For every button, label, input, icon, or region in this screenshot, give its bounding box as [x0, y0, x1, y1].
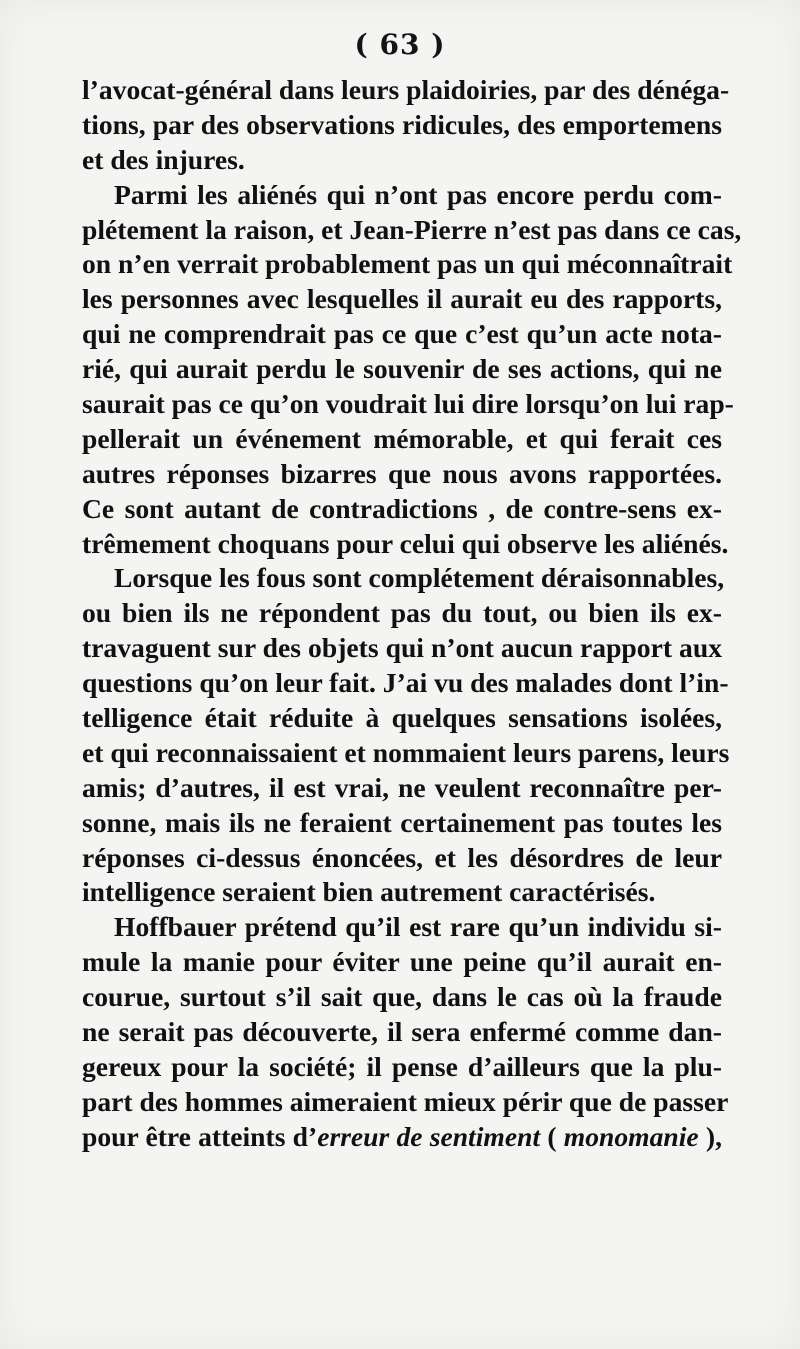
text-line: ou bien ils ne répondent pas du tout, ou bien ils ex-: [82, 597, 722, 629]
text-line: trêmement choquans pour celui qui observe les aliénés.: [82, 527, 729, 559]
text-line: Ce sont autant de contradictions , de contre-sens ex-: [82, 492, 722, 524]
text-line: et qui reconnaissaient et nommaient leurs parens, leurs: [82, 736, 730, 768]
text-line: ne serait pas découverte, il sera enfermé comme dan-: [82, 1016, 722, 1048]
text-line: les personnes avec lesquelles il aurait eu des rapports,: [82, 283, 722, 315]
paragraph-start-line: Parmi les aliénés qui n’ont pas encore perdu com-: [114, 178, 722, 210]
italic-term-monomanie: monomanie: [563, 1120, 699, 1152]
text-line: et des injures.: [82, 143, 245, 175]
text-line: qui ne comprendrait pas ce que c’est qu’un acte nota-: [82, 318, 722, 350]
paragraph-start-line: Lorsque les fous sont complétement déraisonnables,: [114, 562, 725, 594]
text-line: on n’en verrait probablement pas un qui méconnaîtrait: [82, 248, 733, 280]
text-line: part des hommes aimeraient mieux périr que de passer: [82, 1085, 729, 1117]
text-line: questions qu’on leur fait. J’ai vu des malades dont l’in-: [82, 667, 729, 699]
text-line: autres réponses bizarres que nous avons rapportées.: [82, 457, 722, 489]
text-line: courue, surtout s’il sait que, dans le cas où la fraude: [82, 981, 722, 1013]
text-line: gereux pour la société; il pense d’ailleurs que la plu-: [82, 1050, 722, 1082]
final-line-end: ),: [698, 1120, 722, 1152]
text-line: intelligence seraient bien autrement caractérisés.: [82, 876, 656, 908]
text-line: l’avocat-général dans leurs plaidoiries, par des dénéga-: [82, 74, 730, 105]
body-text: [82, 73, 742, 1155]
page-number: ( 63 ): [354, 28, 446, 61]
text-line: plétement la raison, et Jean-Pierre n’est pas dans ce cas,: [82, 213, 742, 245]
text-line: tions, par des observations ridicules, des emportemens: [82, 108, 722, 140]
text-line: saurait pas ce qu’on voudrait lui dire lorsqu’on lui rap-: [82, 388, 734, 420]
text-line: mule la manie pour éviter une peine qu’il aurait en-: [82, 946, 722, 978]
final-line-start: pour être atteints d’: [82, 1120, 318, 1152]
text-line: rié, qui aurait perdu le souvenir de ses actions, qui ne: [82, 353, 722, 385]
text-line: pellerait un événement mémorable, et qui ferait ces: [82, 422, 722, 454]
text-line: travaguent sur des objets qui n’ont aucun rapport aux: [82, 632, 722, 664]
italic-term-erreur: erreur de sentiment: [317, 1120, 541, 1152]
text-line: telligence était réduite à quelques sensations isolées,: [82, 702, 722, 734]
text-line: amis; d’autres, il est vrai, ne veulent reconnaître per-: [82, 771, 722, 803]
final-line-paren-open: (: [540, 1120, 564, 1152]
text-line: réponses ci-dessus énoncées, et les désordres de leur: [82, 841, 722, 873]
final-text-line: [82, 1120, 722, 1155]
paragraph-start-line: Hoffbauer prétend qu’il est rare qu’un individu si-: [114, 911, 722, 943]
text-line: sonne, mais ils ne feraient certainement pas toutes les: [82, 806, 722, 838]
